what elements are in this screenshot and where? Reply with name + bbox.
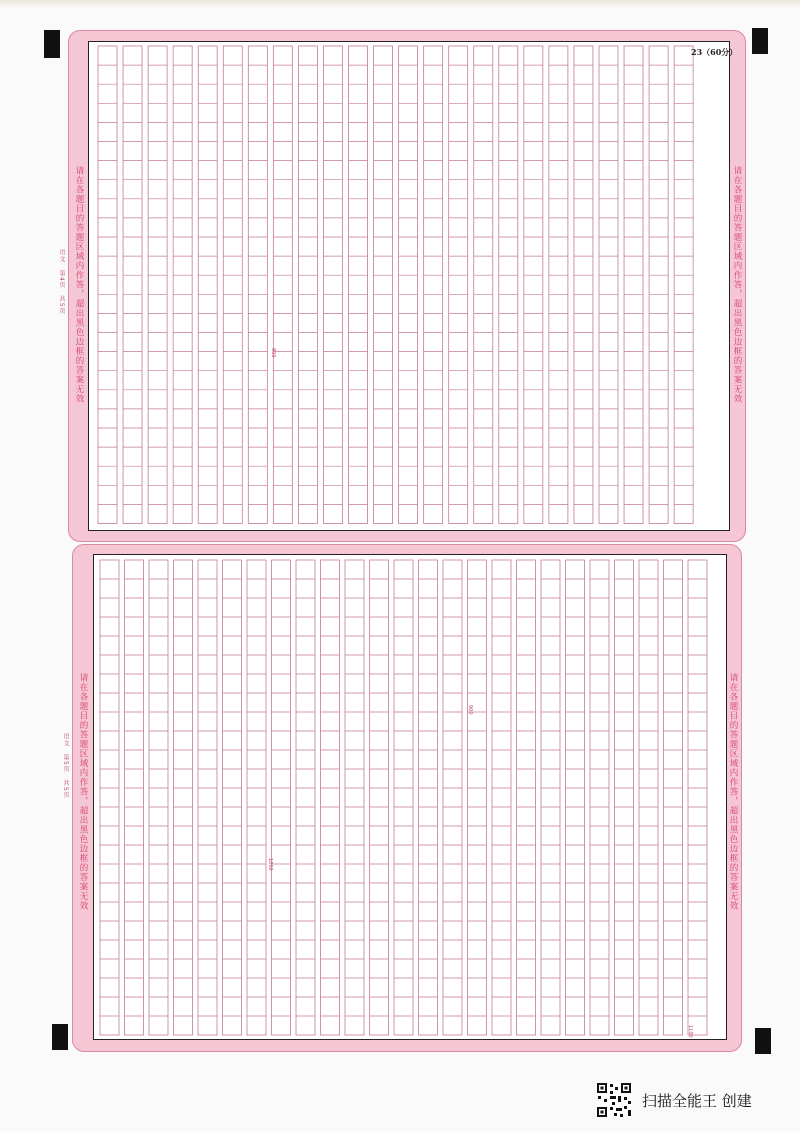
grid-column[interactable] — [223, 46, 242, 524]
grid-column[interactable] — [688, 560, 707, 1035]
grid-column[interactable] — [524, 46, 543, 524]
grid-column[interactable] — [590, 560, 609, 1035]
grid-column[interactable] — [370, 560, 389, 1035]
watermark-text: 扫描全能王 创建 — [642, 1091, 752, 1110]
left-notice: 请在各题目的答题区域内作答，超出黑色边框的答案无效 — [78, 673, 88, 911]
qr-code-icon — [596, 1082, 632, 1118]
grid-column[interactable] — [443, 560, 462, 1035]
grid-column[interactable] — [125, 560, 144, 1035]
grid-column[interactable] — [296, 560, 315, 1035]
grid-column[interactable] — [599, 46, 618, 524]
grid-column[interactable] — [149, 560, 168, 1035]
grid-column[interactable] — [549, 46, 568, 524]
grid-column[interactable] — [649, 46, 668, 524]
grid-column[interactable] — [419, 560, 438, 1035]
alignment-marker-top-left — [44, 30, 60, 58]
grid-column[interactable] — [664, 560, 683, 1035]
grid-column[interactable] — [615, 560, 634, 1035]
grid-column[interactable] — [566, 560, 585, 1035]
grid-column[interactable] — [574, 46, 593, 524]
grid-count-mark: 900 — [467, 705, 473, 715]
grid-column[interactable] — [198, 560, 217, 1035]
grid-column[interactable] — [345, 560, 364, 1035]
grid-column[interactable] — [273, 46, 292, 524]
grid-column[interactable] — [639, 560, 658, 1035]
page-footer: 语文 第4页 共5页 — [58, 249, 65, 315]
grid-column[interactable] — [123, 46, 142, 524]
answer-sheet-page-5 — [62, 544, 742, 1052]
essay-grid-page-4[interactable] — [89, 42, 729, 530]
grid-column[interactable] — [174, 560, 193, 1035]
alignment-marker-top-right — [752, 28, 768, 54]
grid-column[interactable] — [674, 46, 693, 524]
grid-column[interactable] — [321, 560, 340, 1035]
grid-column[interactable] — [323, 46, 342, 524]
answer-frame-page-5 — [93, 554, 727, 1040]
grid-column[interactable] — [624, 46, 643, 524]
grid-count-mark: 1000 — [267, 858, 273, 871]
right-notice: 请在各题目的答题区域内作答，超出黑色边框的答案无效 — [732, 166, 742, 404]
grid-column[interactable] — [468, 560, 487, 1035]
answer-sheet-page-4 — [58, 30, 746, 542]
essay-grid-page-5[interactable] — [94, 555, 726, 1039]
grid-count-mark: 800 — [270, 348, 276, 358]
grid-column[interactable] — [492, 560, 511, 1035]
grid-column[interactable] — [173, 46, 192, 524]
grid-column[interactable] — [349, 46, 368, 524]
grid-column[interactable] — [198, 46, 217, 524]
grid-column[interactable] — [449, 46, 468, 524]
page-footer: 语文 第5页 共5页 — [62, 733, 69, 799]
question-heading: 23（60分） — [691, 47, 738, 57]
grid-column[interactable] — [517, 560, 536, 1035]
left-notice: 请在各题目的答题区域内作答，超出黑色边框的答案无效 — [74, 166, 84, 404]
grid-column[interactable] — [223, 560, 242, 1035]
grid-column[interactable] — [100, 560, 119, 1035]
alignment-marker-bottom-left — [52, 1024, 68, 1050]
alignment-marker-bottom-right — [755, 1028, 771, 1054]
grid-column[interactable] — [474, 46, 493, 524]
grid-column[interactable] — [247, 560, 266, 1035]
grid-column[interactable] — [248, 46, 267, 524]
grid-column[interactable] — [98, 46, 117, 524]
grid-column[interactable] — [394, 560, 413, 1035]
grid-column[interactable] — [374, 46, 393, 524]
grid-column[interactable] — [272, 560, 291, 1035]
scan-top-edge — [0, 0, 800, 8]
grid-column[interactable] — [298, 46, 317, 524]
grid-column[interactable] — [148, 46, 167, 524]
scanner-watermark — [596, 1082, 752, 1118]
grid-column[interactable] — [424, 46, 443, 524]
grid-column[interactable] — [541, 560, 560, 1035]
right-notice: 请在各题目的答题区域内作答，超出黑色边框的答案无效 — [728, 673, 738, 911]
grid-count-mark: 1100 — [687, 1025, 693, 1038]
grid-column[interactable] — [499, 46, 518, 524]
grid-column[interactable] — [399, 46, 418, 524]
